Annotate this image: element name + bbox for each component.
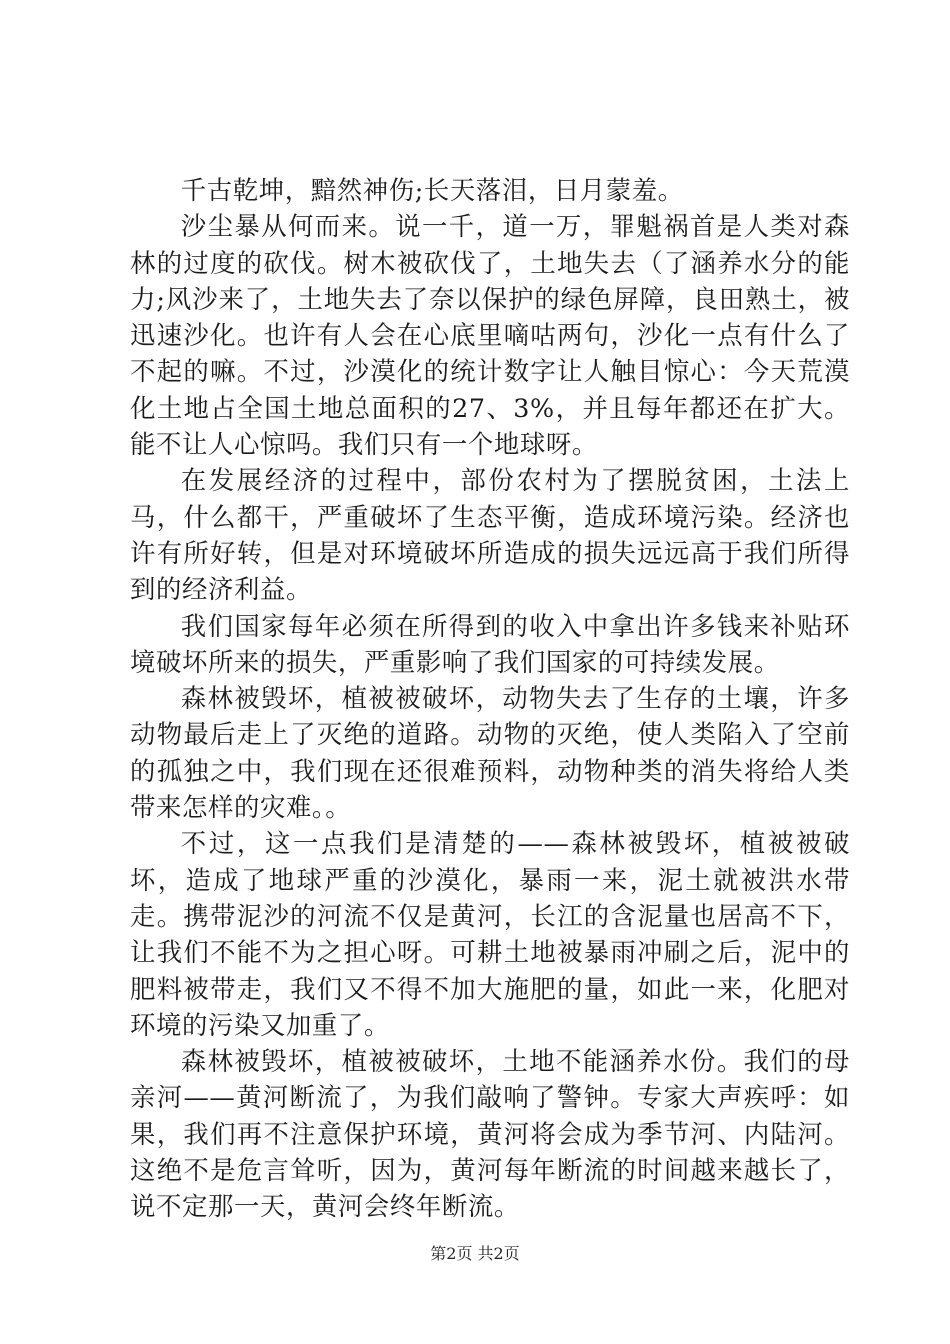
paragraph: 沙尘暴从何而来。说一千，道一万，罪魁祸首是人类对森林的过度的砍伐。树木被砍伐了，土地失去（了涵养水分的能力;风沙来了，土地失去了奈以保护的绿色屏障，良田熟土，被迅速沙化。也许有人会在心底里嘀咕两句，沙化一点有什么了不起的嘛。不过，沙漠化的统计数字让人触目惊心：今天荒漠化土地占全国土地总面积的27、3%，并且每年都还在扩大。能不让人心惊吗。我们只有一个地球呀。 — [130, 211, 850, 460]
paragraph: 在发展经济的过程中，部份农村为了摆脱贫困，土法上马，什么都干，严重破坏了生态平衡，造成环境污染。经济也许有所好转，但是对环境破坏所造成的损失远远高于我们所得到的经济利益。 — [130, 465, 850, 605]
paragraph: 森林被毁坏，植被被破坏，动物失去了生存的土壤，许多动物最后走上了灭绝的道路。动物的灭绝，使人类陷入了空前的孤独之中，我们现在还很难预料，动物种类的消失将给人类带来怎样的灾难。。 — [130, 683, 850, 823]
body-text — [130, 172, 850, 1225]
paragraph: 我们国家每年必须在所得到的收入中拿出许多钱来补贴环境破坏所来的损失，严重影响了我们国家的可持续发展。 — [130, 610, 850, 677]
page-footer: 第2页 共2页 — [430, 1244, 520, 1263]
paragraph: 不过，这一点我们是清楚的——森林被毁坏，植被被破坏，造成了地球严重的沙漠化，暴雨一来，泥土就被洪水带走。携带泥沙的河流不仅是黄河，长江的含泥量也居高不下，让我们不能不为之担心呀。可耕土地被暴雨冲刷之后，泥中的肥料被带走，我们又不得不加大施肥的量，如此一来，化肥对环境的污染又加重了。 — [130, 828, 850, 1040]
paragraph: 森林被毁坏，植被被破坏，土地不能涵养水份。我们的母亲河——黄河断流了，为我们敲响了警钟。专家大声疾呼：如果，我们再不注意保护环境，黄河将会成为季节河、内陆河。这绝不是危言耸听，因为，黄河每年断流的时间越来越长了，说不定那一天，黄河会终年断流。 — [130, 1046, 850, 1222]
paragraph: 千古乾坤，黯然神伤;长天落泪，日月蒙羞。 — [180, 175, 684, 205]
